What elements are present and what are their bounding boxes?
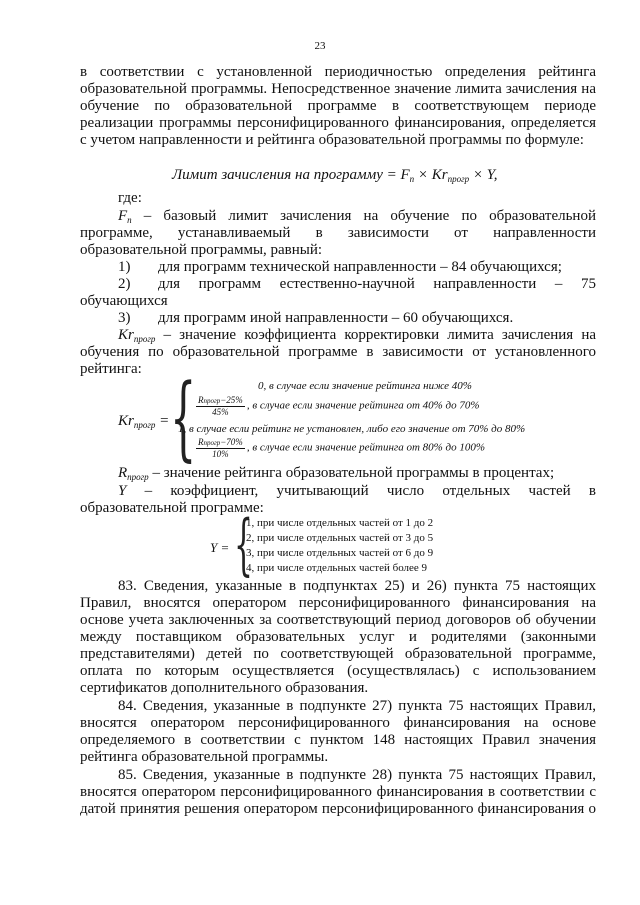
kr-case-1: 0, в случае если значение рейтинга ниже 40% [258, 380, 472, 392]
text-line: обучение по образовательной программе в соответствующем периоде [80, 98, 596, 114]
text-line: представителями) детей по соответствующей образовательной программе, [80, 646, 596, 662]
y-case: 4, при числе отдельных частей более 9 [246, 562, 428, 574]
r-definition-line: $R_{прогр}$ – значение рейтинга образовательной программы в процентах; [118, 465, 555, 482]
y-definition-line: Y – коэффициент, учитывающий число отдельных частей в [118, 483, 596, 499]
page-number: 23 [314, 40, 326, 52]
text-line: обучения по образовательной программе в зависимости от установленного [80, 344, 596, 360]
text-line: основе учета заключенных за соответствующий период договоров об обучении [80, 612, 596, 628]
text-line: вносятся оператором персонифицированного финансирования в соответствии с [80, 784, 596, 800]
kr-case-3: 1, в случае если рейтинг не установлен, либо его значение от 70% до 80% [178, 423, 526, 435]
kr-case-4: $\frac{\text{Rпрогр−70\%}}{10\%}$ , в случае если значение рейтинга от 80% до 100% [198, 437, 486, 459]
kr-formula-lhs: $Kr_{прогр}$ = [118, 413, 170, 430]
text-line: в соответствии с установленной периодичностью определения рейтинга [80, 64, 596, 80]
list-item-number: 1) [118, 259, 131, 275]
text-line: программе, устанавливаемый в зависимости от направленности [80, 225, 596, 241]
list-item: для программ естественно-научной направленности – 75 [158, 276, 596, 292]
where-label: где: [118, 190, 142, 206]
text-line: с учетом направленности и рейтинга образовательной программы по формуле: [80, 132, 584, 148]
text-line: оплата по которым осуществляется (осуществлялась) с использованием [80, 663, 596, 679]
text-line: рейтинга: [80, 361, 142, 377]
text-line: реализации программы персонифицированного финансирования, определяется [80, 115, 596, 131]
list-item-continuation: обучающихся [80, 293, 168, 309]
paragraph-83: 83. Сведения, указанные в подпунктах 25) и 26) пункта 75 настоящих [118, 578, 596, 594]
text-line: сертификатов дополнительного образования. [80, 680, 369, 696]
y-case: 1, при числе отдельных частей от 1 до 2 [246, 517, 434, 529]
fn-definition-line: $F_п$ – базовый лимит зачисления на обучение по образовательной [118, 208, 596, 225]
main-formula: Лимит зачисления на программу = $F_п \times Kr_{прогр} \times Y$, [172, 167, 498, 184]
left-brace: { [234, 506, 253, 583]
kr-definition-line: $Kr_{прогр}$ – значение коэффициента корректировки лимита зачисления на [118, 327, 596, 344]
text-line: определяемого в соответствии с пунктом 148 настоящих Правил значения [80, 732, 596, 748]
left-brace: { [170, 364, 197, 471]
text-line: Правил, вносятся оператором персонифицированного финансирования на [80, 595, 596, 611]
text-line: датой принятия решения оператором персонифицированного финансирования о [80, 801, 596, 817]
list-item: для программ иной направленности – 60 обучающихся. [158, 310, 514, 326]
paragraph-84: 84. Сведения, указанные в подпункте 27) пункта 75 настоящих Правил, [118, 698, 596, 714]
y-formula-lhs: Y = [210, 540, 230, 555]
text-line: образовательной программы. Непосредственное значение лимита зачисления на [80, 81, 596, 97]
list-item-number: 3) [118, 310, 131, 326]
text-line: вносятся оператором персонифицированного финансирования на основе [80, 715, 596, 731]
text-line: между поставщиком образовательных услуг и родителями (законными [80, 629, 596, 645]
paragraph-85: 85. Сведения, указанные в подпункте 28) пункта 75 настоящих Правил, [118, 767, 596, 783]
list-item: для программ технической направленности – 84 обучающихся; [158, 259, 562, 275]
list-item-number: 2) [118, 276, 131, 292]
y-case: 3, при числе отдельных частей от 6 до 9 [246, 547, 434, 559]
text-line: образовательной программы, равный: [80, 242, 323, 258]
kr-case-2: $\frac{\text{Rпрогр−25\%}}{45\%}$ , в случае если значение рейтинга от 40% до 70% [198, 395, 480, 417]
text-line: рейтинга образовательной программы. [80, 749, 329, 765]
text-line: образовательной программе: [80, 500, 264, 516]
y-case: 2, при числе отдельных частей от 3 до 5 [246, 532, 434, 544]
